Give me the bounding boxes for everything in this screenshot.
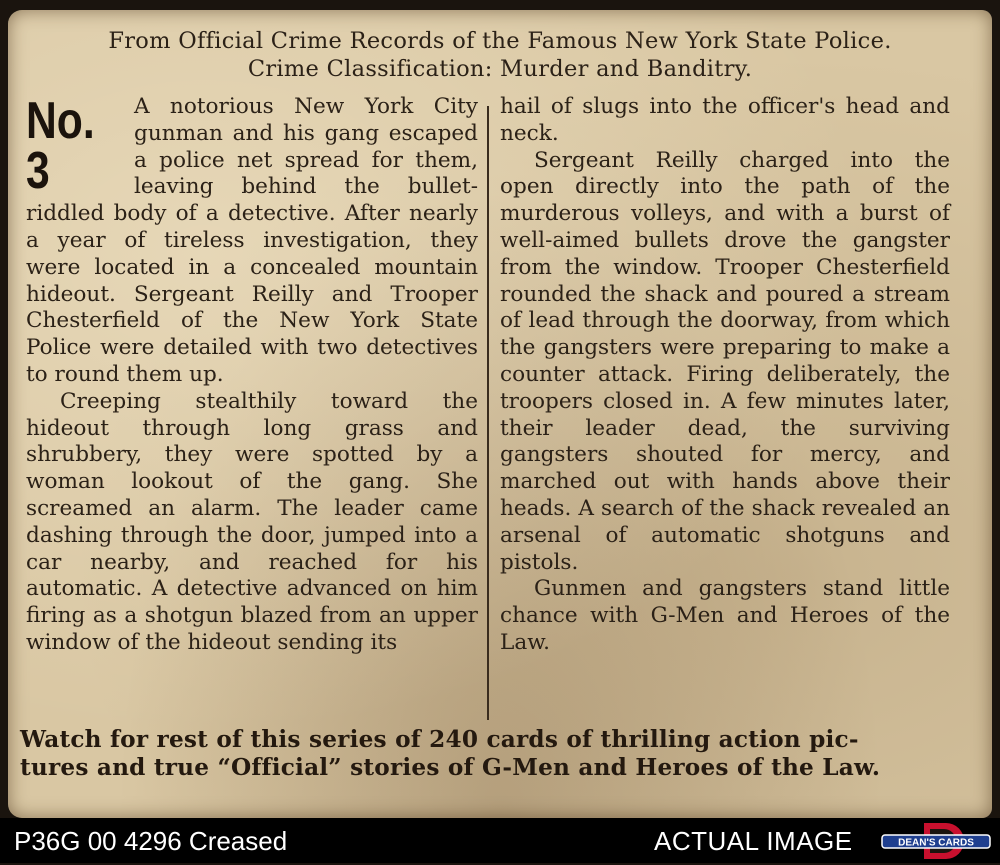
card-header-line-1: From Official Crime Records of the Famous New York State Police.	[108, 28, 892, 54]
left-column	[26, 94, 478, 657]
card-back	[8, 10, 992, 818]
story-paragraph-5: Gunmen and gangsters stand little chance with G-Men and Heroes of the Law.	[500, 576, 950, 655]
story-paragraph-1: A notorious New York City gunman and his gang escaped a police net spread for them, leaving behind the bullet-riddled body of a detective. After nearly a year of tireless investigation, they were located in a concealed mountain hideout. Sergeant Reilly and Trooper Chesterfield of the New York State Police were detailed with two detectives to round them up.	[26, 94, 478, 387]
card-header-line-2: Crime Classification: Murder and Banditry.	[247, 56, 753, 82]
caption-bar	[0, 818, 1000, 863]
deans-cards-logo-icon	[880, 821, 992, 861]
card-number: No. 3	[26, 92, 95, 200]
story-paragraph-4: Sergeant Reilly charged into the open directly into the path of the murderous volleys, and with a burst of well-aimed bullets drove the gangster from the window. Trooper Chesterfield rounded the shack and poured a stream of lead through the doorway, from which the gangsters were preparing to make a counter attack. Firing deliberately, the troopers closed in. A few minutes later, their leader dead, the surviving gangsters shouted for mercy, and marched out with hands above their heads. A search of the shack revealed an arsenal of automatic shotguns and pistols.	[500, 147, 950, 575]
footer-line-1: Watch for rest of this series of 240 cards of thrilling action pic-	[20, 726, 859, 753]
actual-image-caption: ACTUAL IMAGE	[654, 826, 853, 856]
svg-text:DEAN'S CARDS: DEAN'S CARDS	[898, 837, 974, 849]
story-paragraph-2: Creeping stealthily toward the hideout through long grass and shrubbery, they were spotted by a woman lookout of the gang. She screamed an alarm. The leader came dashing through the door, jumped into a car nearby, and reached for his automatic. A detective advanced on him firing as a shotgun blazed from an upper window of the hideout sending its	[26, 388, 478, 655]
right-column	[500, 94, 950, 657]
column-divider	[487, 106, 489, 720]
footer-line-2: tures and true “Official” stories of G-Men and Heroes of the Law.	[20, 754, 881, 781]
story-paragraph-3: hail of slugs into the officer's head and neck.	[500, 94, 950, 146]
grade-caption: P36G 00 4296 Creased	[14, 826, 288, 856]
